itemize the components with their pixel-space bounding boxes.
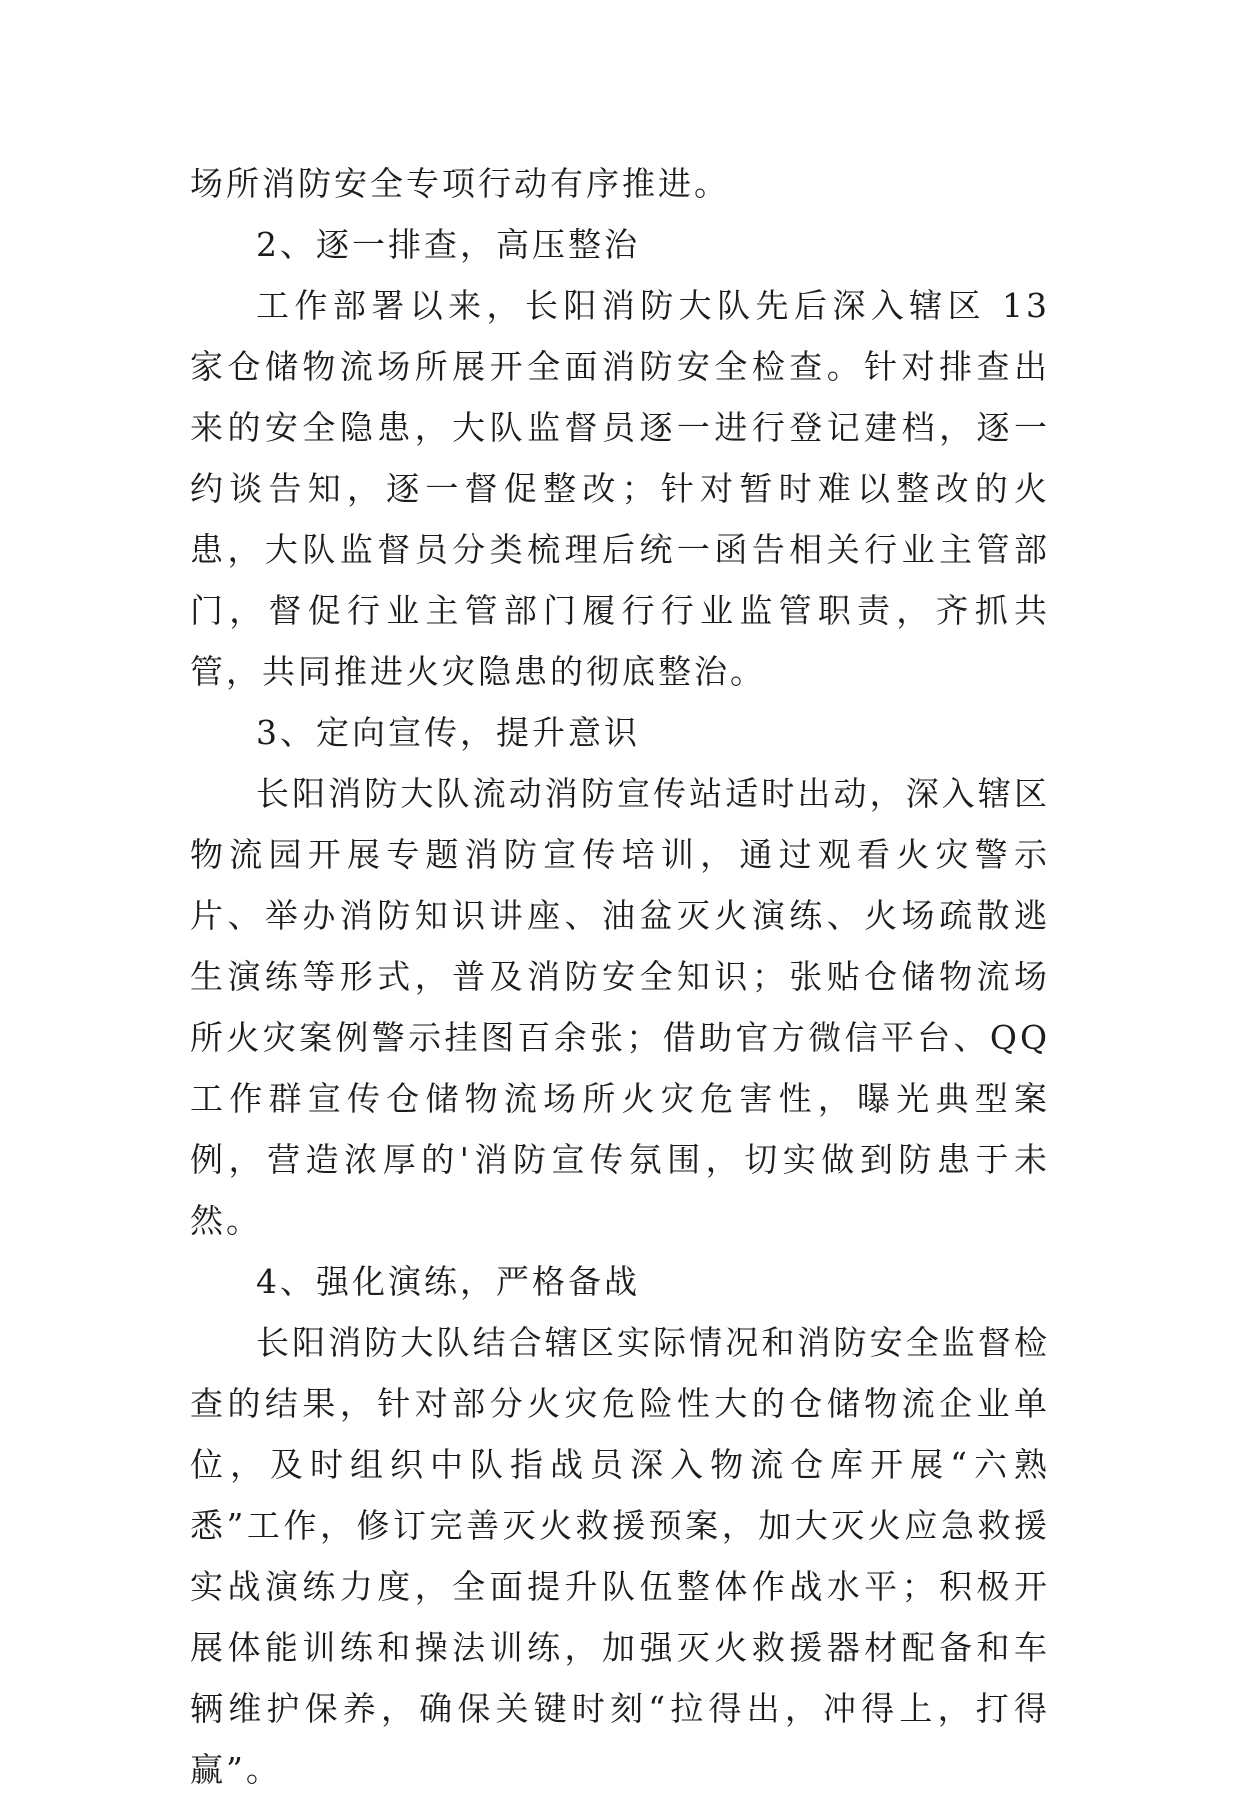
paragraph-publicity: 长阳消防大队流动消防宣传站适时出动，深入辖区物流园开展专题消防宣传培训，通过观看火灾警示片、举办消防知识讲座、油盆灭火演练、火场疏散逃生演练等形式，普及消防安全知识；张贴仓储物流场所火灾案例警示挂图百余张；借助官方微信平台、QQ工作群宣传仓储物流场所火灾危害性，曝光典型案例，营造浓厚的'消防宣传氛围，切实做到防患于未然。 — [190, 774, 1050, 1240]
paragraph-inspection: 工作部署以来，长阳消防大队先后深入辖区 13 家仓储物流场所展开全面消防安全检查。针对排查出来的安全隐患，大队监督员逐一进行登记建档，逐一约谈告知，逐一督促整改；针对暂时难以整改的火患，大队监督员分类梳理后统一函告相关行业主管部门，督促行业主管部门履行行业监管职责，齐抓共管，共同推进火灾隐患的彻底整治。 — [190, 286, 1050, 691]
paragraph-continuation: 场所消防安全专项行动有序推进。 — [190, 164, 730, 203]
section-heading-2: 2、逐一排查，高压整治 — [256, 225, 640, 264]
paragraph-drills: 长阳消防大队结合辖区实际情况和消防安全监督检查的结果，针对部分火灾危险性大的仓储物流企业单位，及时组织中队指战员深入物流仓库开展“六熟悉”工作，修订完善灭火救援预案，加大灭火应急救援实战演练力度，全面提升队伍整体作战水平；积极开展体能训练和操法训练，加强灭火救援器材配备和车辆维护保养，确保关键时刻“拉得出，冲得上，打得赢”。 — [190, 1323, 1050, 1789]
section-heading-3: 3、定向宣传，提升意识 — [256, 713, 640, 752]
document-body — [190, 153, 1050, 1800]
section-heading-4: 4、强化演练，严格备战 — [256, 1262, 640, 1301]
